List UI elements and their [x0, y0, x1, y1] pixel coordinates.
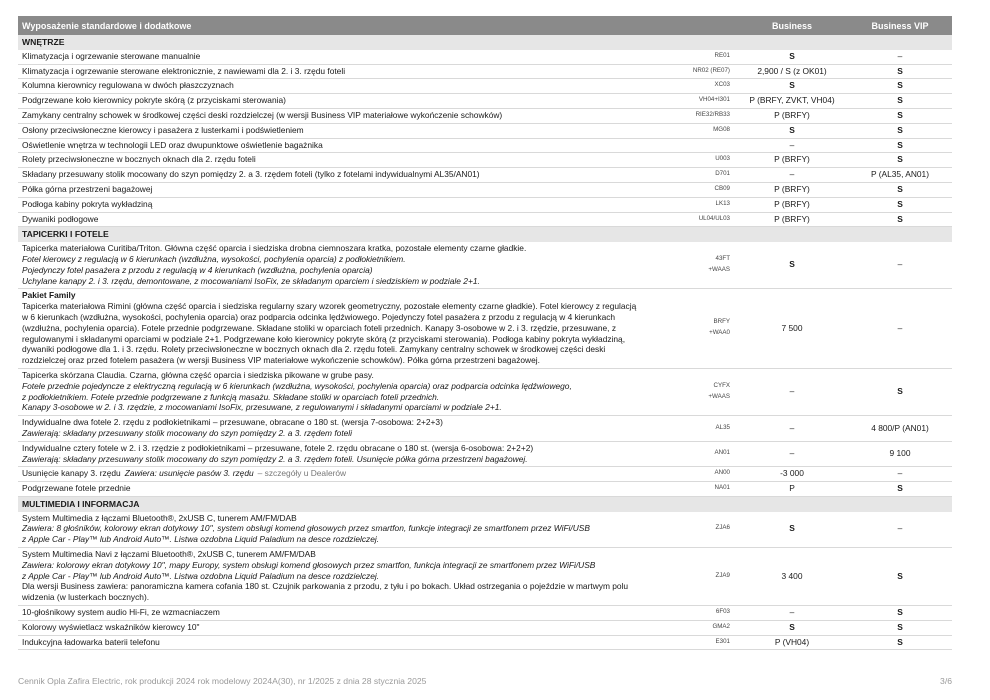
option-code	[684, 64, 736, 79]
page-number: 3/6	[940, 676, 952, 686]
description-line: Kolorowy wyświetlacz wskaźników kierowcy 10"	[22, 621, 200, 632]
table-row	[18, 416, 952, 442]
business-value: P (BRFY)	[736, 108, 848, 123]
table-row	[18, 182, 952, 197]
option-code-line: VH04+I301	[698, 96, 730, 104]
option-code-line: XC03	[714, 81, 730, 89]
row-description	[18, 606, 684, 621]
description-line: Podgrzewane koło kierownicy pokryte skórą (z przyciskami sterowania)	[22, 95, 286, 106]
table-row	[18, 620, 952, 635]
option-code-line: D701	[715, 170, 730, 178]
row-description	[18, 635, 684, 650]
row-description	[18, 368, 684, 415]
business-value: –	[736, 441, 848, 467]
row-description	[18, 108, 684, 123]
row-note: Zawiera: usunięcie pasów 3. rzędu	[124, 468, 254, 479]
description-line: Dywaniki podłogowe	[22, 213, 99, 224]
vip-value: S	[848, 94, 952, 109]
option-code-line: ZJA9	[715, 571, 730, 579]
option-code-line: AN01	[714, 449, 730, 457]
description-line: w 6 kierunkach (wzdłużna, wysokości, pochylenia oparcia) oraz podparcia odcinka lędźwiowego. Pojedynczy fotel pasażera z przodu z regulacją w 4 kierunkach	[22, 311, 616, 322]
description-line: System Multimedia Navi z łączami Bluetooth®, 2xUSB C, tunerem AM/FM/DAB	[22, 549, 316, 560]
option-code-line: 6F03	[715, 608, 730, 616]
option-code-line: U003	[715, 155, 730, 163]
description-line: Kolumna kierownicy regulowana w dwóch płaszczyznach	[22, 80, 234, 91]
description-line: z Apple Car - Play™ lub Android Auto™. Listwa ozdobna Liquid Paladium na desce rozdzielczej.	[22, 570, 380, 581]
business-value: –	[736, 368, 848, 415]
row-description	[18, 94, 684, 109]
business-value: P	[736, 482, 848, 497]
table-row	[18, 289, 952, 369]
description-line: Indukcyjna ładowarka baterii telefonu	[22, 636, 160, 647]
row-description	[18, 242, 684, 289]
table-row	[18, 467, 952, 482]
description-line: (wzdłużna, pochylenia oparcia). Fotele przednie podgrzewane. Składane stoliki w oparciach foteli przednich. Kanapy 3-osobowe w 2. i 3. rzędzie, przesuwane, z	[22, 322, 617, 333]
option-code	[684, 138, 736, 153]
option-code-line: CYFX	[713, 381, 730, 389]
description-line: Tapicerka skórzana Claudia. Czarna, główna część oparcia i siedziska pikowane w grube pasy.	[22, 369, 374, 380]
option-code-line: NR02 (RE07)	[692, 66, 730, 74]
business-value: 7 500	[736, 289, 848, 369]
table-row	[18, 138, 952, 153]
business-value: 2,900 / S (z OK01)	[736, 64, 848, 79]
option-code-line: E301	[715, 637, 730, 645]
option-code-line: 43FT	[715, 254, 730, 262]
description-line: z podłokietnikiem. Fotele przednie podgrzewane z funkcją masażu. Składane stoliki w oparciach foteli przednich.	[22, 391, 440, 402]
vip-value: 9 100	[848, 441, 952, 467]
row-description	[18, 482, 684, 497]
vip-value: –	[848, 50, 952, 64]
business-value: 3 400	[736, 548, 848, 606]
description-line: Indywidualne dwa fotele 2. rzędu z podłokietnikami – przesuwane, obracane o 180 st. (wersja 7-osobowa: 2+2+3)	[22, 417, 443, 428]
row-note-grey: – szczegóły u Dealerów	[257, 468, 347, 479]
section-row	[18, 227, 952, 242]
table-row	[18, 242, 952, 289]
option-code	[684, 197, 736, 212]
vip-value: S	[848, 64, 952, 79]
vip-value: S	[848, 635, 952, 650]
option-code-line: +WAAS	[708, 265, 730, 273]
description-line: Klimatyzacja i ogrzewanie sterowane manualnie	[22, 50, 201, 61]
option-code	[684, 50, 736, 64]
row-description	[18, 289, 684, 369]
table-title: Wyposażenie standardowe i dodatkowe	[18, 16, 736, 35]
business-value: S	[736, 50, 848, 64]
row-description	[18, 212, 684, 227]
option-code-line: +WAA0	[709, 329, 730, 337]
equipment-table-wrapper	[18, 16, 952, 650]
description-line: Składany przesuwany stolik mocowany do szyn pomiędzy 2. a 3. rzędem foteli (tylko z fotelami indywidualnymi AL35/AN01)	[22, 169, 480, 180]
description-line: Zawiera: kolorowy ekran dotykowy 10", mapy Europy, system obsługi komend głosowych przez smartfon, funkcja integracji ze smartfonem przez WiFi/USB	[22, 559, 596, 570]
business-value: S	[736, 512, 848, 548]
business-value: P (BRFY)	[736, 197, 848, 212]
vip-value: S	[848, 482, 952, 497]
table-row	[18, 441, 952, 467]
description-line: Tapicerka materiałowa Curitiba/Triton. Główna część oparcia i siedziska drobna ciemnoszara kratka, pozostałe elementy czarne gładkie.	[22, 243, 527, 254]
description-line: Zawierają: składany przesuwany stolik mocowany do szyn pomiędzy 2. a 3. rzędem foteli. Usunięcie półka górna przestrzeni bagażowej.	[22, 453, 528, 464]
table-row	[18, 512, 952, 548]
vip-value: S	[848, 620, 952, 635]
description-line: Podłoga kabiny pokryta wykładziną	[22, 198, 153, 209]
equipment-table	[18, 16, 952, 650]
vip-value: S	[848, 123, 952, 138]
business-value: -3 000	[736, 467, 848, 482]
option-code	[684, 635, 736, 650]
option-code	[684, 168, 736, 183]
vip-value: S	[848, 368, 952, 415]
option-code-line: AL35	[715, 423, 730, 431]
option-code	[684, 548, 736, 606]
business-value: –	[736, 138, 848, 153]
description-line: Podgrzewane fotele przednie	[22, 483, 131, 494]
table-body	[18, 35, 952, 650]
row-description	[18, 620, 684, 635]
row-description	[18, 441, 684, 467]
description-line: Kanapy 3-osobowe w 2. i 3. rzędzie, z mocowaniami IsoFix, przesuwane, z regulowanymi i składanymi oparciami w podziale 2+1.	[22, 402, 502, 413]
page-footer	[18, 676, 952, 686]
description-line: Zamykany centralny schowek w środkowej części deski rozdzielczej (w wersji Business VIP materiałowe wykończenie schowków)	[22, 109, 503, 120]
vip-value: S	[848, 548, 952, 606]
option-code	[684, 620, 736, 635]
vip-value: –	[848, 289, 952, 369]
table-row	[18, 548, 952, 606]
option-code	[684, 153, 736, 168]
table-row	[18, 79, 952, 94]
option-code	[684, 368, 736, 415]
vip-value: –	[848, 242, 952, 289]
section-row	[18, 35, 952, 50]
vip-value: –	[848, 467, 952, 482]
option-code-line: CB09	[714, 184, 730, 192]
option-code-line: BRFY	[713, 318, 730, 326]
table-row	[18, 197, 952, 212]
option-code-line: AN00	[714, 469, 730, 477]
option-code	[684, 482, 736, 497]
description-line: Pakiet Family	[22, 290, 76, 301]
description-line: Tapicerka materiałowa Rimini (główna część oparcia i siedziska regularny szary wzorek geometryczny, pozostałe elementy czarne gładkie). Fotel kierowcy z regulacją	[22, 301, 637, 312]
table-row	[18, 64, 952, 79]
table-row	[18, 212, 952, 227]
col-vip-header: Business VIP	[848, 16, 952, 35]
business-value: P (VH04)	[736, 635, 848, 650]
business-value: –	[736, 416, 848, 442]
description-line: rozdzielczej oraz przed fotelem pasażera (w wersji Business VIP materiałowe wykończenie schowków). Półka górna przestrzeni bagażowej.	[22, 355, 540, 366]
option-code-line: LK13	[715, 199, 730, 207]
option-code	[684, 242, 736, 289]
description-line: 10-głośnikowy system audio Hi-Fi, ze wzmacniaczem	[22, 607, 220, 618]
row-description	[18, 467, 684, 482]
vip-value: S	[848, 153, 952, 168]
section-title: TAPICERKI I FOTELE	[18, 227, 952, 242]
option-code	[684, 212, 736, 227]
table-row	[18, 168, 952, 183]
option-code-line: UL04/UL03	[698, 214, 730, 222]
table-row	[18, 123, 952, 138]
option-code	[684, 441, 736, 467]
business-value: P (BRFY)	[736, 153, 848, 168]
row-description	[18, 123, 684, 138]
row-description	[18, 416, 684, 442]
option-code-line: NA01	[714, 484, 730, 492]
footer-text: Cennik Opla Zafira Electric, rok produkcji 2024 rok modelowy 2024A(30), nr 1/2025 z dnia 28 stycznia 2025	[18, 676, 427, 686]
option-code-line: RIE32/RB33	[695, 110, 730, 118]
description-line: z Apple Car - Play™ lub Android Auto™. Listwa ozdobna Liquid Paladium na desce rozdzielczej.	[22, 534, 380, 545]
option-code	[684, 416, 736, 442]
table-row	[18, 50, 952, 64]
option-code	[684, 467, 736, 482]
row-description	[18, 168, 684, 183]
description-line: Klimatyzacja i ogrzewanie sterowane elektronicznie, z nawiewami dla 2. i 3. rzędu foteli	[22, 65, 346, 76]
description-line: Uchylane kanapy 2. i 3. rzędu, demontowane, z mocowaniami IsoFix, ze składanym oparciem i siedziskiem w podziale 2+1.	[22, 275, 480, 286]
vip-value: 4 800/P (AN01)	[848, 416, 952, 442]
row-description	[18, 153, 684, 168]
business-value: S	[736, 79, 848, 94]
vip-value: S	[848, 197, 952, 212]
vip-value: P (AL35, AN01)	[848, 168, 952, 183]
table-row	[18, 108, 952, 123]
row-description	[18, 64, 684, 79]
description-line: Fotel kierowcy z regulacją w 6 kierunkach (wzdłużna, wysokości, pochylenia oparcia) z podłokietnikiem.	[22, 253, 406, 264]
description-line: Zawiera: 8 głośników, kolorowy ekran dotykowy 10", system obsługi komend głosowych przez smartfon, funkcje integracji ze smartfonem przez WiFi/USB	[22, 523, 590, 534]
description-line: Fotele przednie pojedyncze z elektryczną regulacją w 6 kierunkach (wzdłużna, wysokości, pochylenia oparcia) oraz podparcia odcinka lędźwiowego,	[22, 380, 572, 391]
option-code	[684, 79, 736, 94]
business-value: S	[736, 620, 848, 635]
option-code-line: +WAAS	[708, 392, 730, 400]
description-line: widzenia (w lusterkach bocznych).	[22, 592, 150, 603]
table-row	[18, 153, 952, 168]
option-code	[684, 123, 736, 138]
option-code	[684, 606, 736, 621]
description-line: Zawierają: składany przesuwany stolik mocowany do szyn pomiędzy 2. a 3. rzędem foteli	[22, 427, 353, 438]
vip-value: S	[848, 108, 952, 123]
vip-value: S	[848, 138, 952, 153]
description-line: Osłony przeciwsłoneczne kierowcy i pasażera z lusterkami i podświetleniem	[22, 124, 304, 135]
description-line: regulowanymi i składanymi oparciami w podziale 2+1. Podgrzewane koło kierownicy pokryte skórą (z przyciskami sterowania). Podłoga kabiny pokryta wykładziną,	[22, 333, 626, 344]
description-line: System Multimedia z łączami Bluetooth®, 2xUSB C, tunerem AM/FM/DAB	[22, 512, 297, 523]
description-line: Dla wersji Business zawiera: panoramiczna kamera cofania 180 st. Czujnik parkowania z przodu, z tyłu i po bokach. Układ ostrzegania o pojeździe w martwym polu	[22, 581, 629, 592]
vip-value: S	[848, 606, 952, 621]
vip-value: S	[848, 182, 952, 197]
table-row	[18, 482, 952, 497]
option-code	[684, 182, 736, 197]
option-code-line: RE01	[714, 51, 730, 59]
section-row	[18, 496, 952, 511]
option-code	[684, 108, 736, 123]
business-value: P (BRFY)	[736, 212, 848, 227]
business-value: P (BRFY)	[736, 182, 848, 197]
option-code-line: GMA2	[712, 622, 730, 630]
option-code	[684, 94, 736, 109]
option-code	[684, 512, 736, 548]
section-title: WNĘTRZE	[18, 35, 952, 50]
business-value: S	[736, 242, 848, 289]
row-description	[18, 512, 684, 548]
business-value: –	[736, 168, 848, 183]
table-row	[18, 368, 952, 415]
option-code-line: MG08	[713, 125, 730, 133]
col-business-header: Business	[736, 16, 848, 35]
business-value: –	[736, 606, 848, 621]
table-row	[18, 635, 952, 650]
description-line: Rolety przeciwsłoneczne w bocznych oknach dla 2. rzędu foteli	[22, 154, 256, 165]
row-description	[18, 182, 684, 197]
table-row	[18, 606, 952, 621]
business-value: S	[736, 123, 848, 138]
row-description	[18, 548, 684, 606]
row-description	[18, 50, 684, 64]
description-line: Oświetlenie wnętrza w technologii LED oraz dwupunktowe oświetlenie bagażnika	[22, 139, 323, 150]
vip-value: –	[848, 512, 952, 548]
option-code-line: ZJA6	[715, 524, 730, 532]
description-line: Pojedynczy fotel pasażera z przodu z regulacją w 4 kierunkach (wzdłużna, pochylenia oparcia)	[22, 264, 373, 275]
section-title: MULTIMEDIA I INFORMACJA	[18, 496, 952, 511]
row-description	[18, 79, 684, 94]
description-line: Usunięcie kanapy 3. rzędu	[22, 468, 121, 479]
description-line: Półka górna przestrzeni bagażowej	[22, 183, 153, 194]
option-code	[684, 289, 736, 369]
vip-value: S	[848, 212, 952, 227]
vip-value: S	[848, 79, 952, 94]
table-header-row	[18, 16, 952, 35]
business-value: P (BRFY, ZVKT, VH04)	[736, 94, 848, 109]
table-row	[18, 94, 952, 109]
description-line: Indywidualne cztery fotele w 2. i 3. rzędzie z podłokietnikami – przesuwane, fotele 2. rzędu obracane o 180 st. (wersja 6-osobowa: 2+2+2)	[22, 442, 534, 453]
description-line: dywaniki podłogowe dla 1. i 3. rzędu. Rolety przeciwsłoneczne w bocznych oknach dla 2. rzędu foteli. Zamykany centralny schowek w środkowej części deski	[22, 344, 606, 355]
row-description	[18, 138, 684, 153]
row-description	[18, 197, 684, 212]
